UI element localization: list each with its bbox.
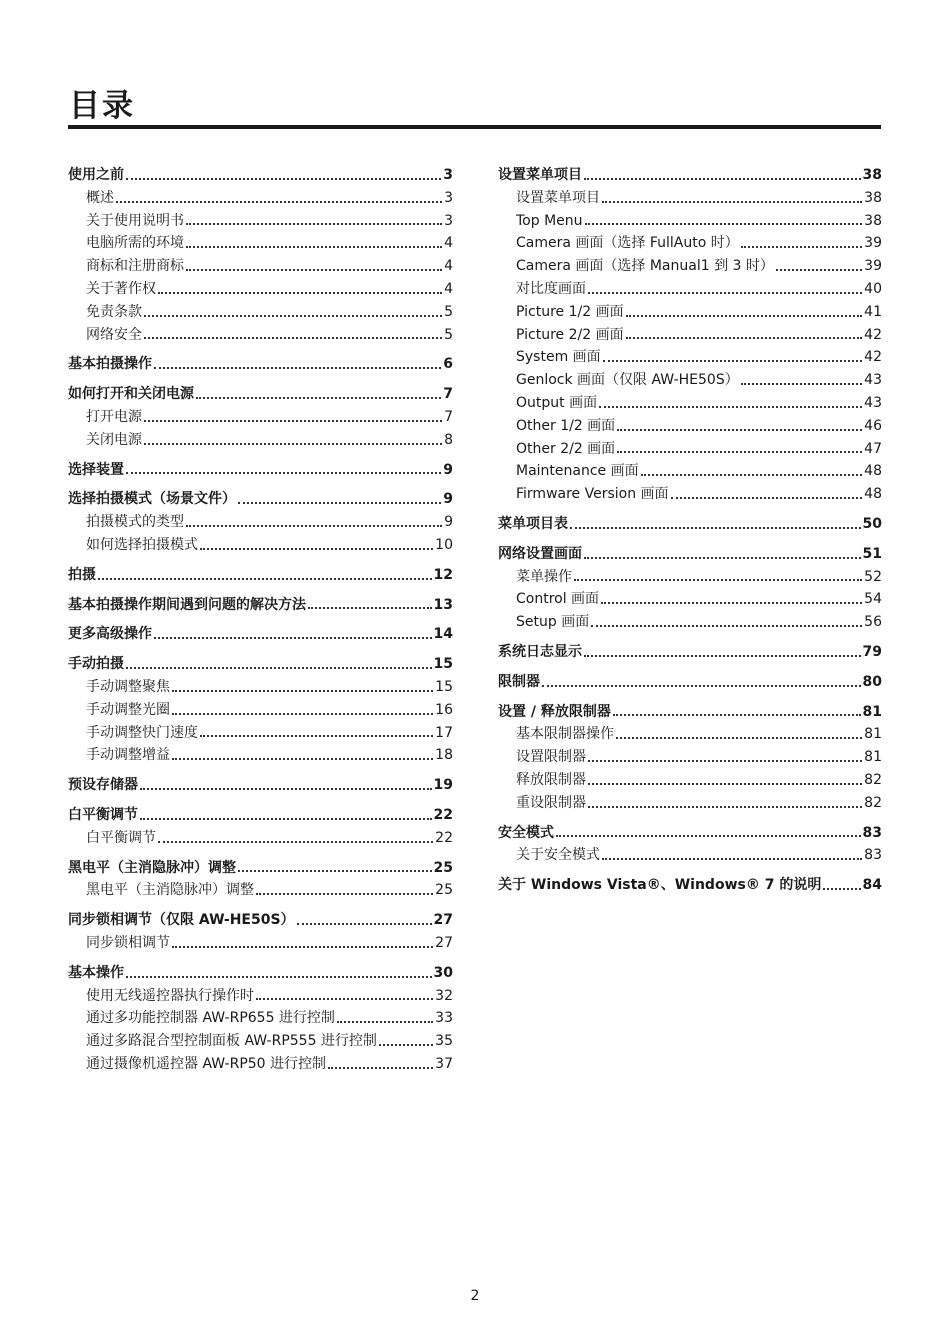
toc-entry-label: Firmware Version 画面 bbox=[516, 486, 669, 503]
toc-entry-main[interactable] bbox=[498, 164, 882, 187]
toc-entry-label: 释放限制器 bbox=[516, 771, 586, 788]
dot-leader bbox=[297, 922, 432, 925]
dot-leader bbox=[144, 314, 442, 317]
toc-entry-label: 设置限制器 bbox=[516, 749, 586, 766]
toc-entry-sub[interactable] bbox=[498, 483, 882, 506]
toc-entry-page: 25 bbox=[433, 859, 453, 876]
toc-entry-sub[interactable] bbox=[498, 723, 882, 746]
dot-leader bbox=[158, 291, 442, 294]
dot-leader bbox=[256, 892, 433, 895]
toc-entry-label: 关于安全模式 bbox=[516, 847, 600, 864]
dot-leader bbox=[626, 336, 863, 339]
dot-leader bbox=[584, 654, 861, 657]
dot-leader bbox=[601, 601, 862, 604]
toc-entry-main[interactable] bbox=[68, 594, 453, 617]
toc-entry-label: 设置菜单项目 bbox=[516, 189, 600, 206]
dot-leader bbox=[116, 200, 442, 203]
toc-entry-page: 4 bbox=[444, 280, 453, 297]
toc-entry-page: 16 bbox=[435, 701, 453, 718]
toc-entry-sub[interactable] bbox=[498, 369, 882, 392]
dot-leader bbox=[588, 805, 862, 808]
toc-entry-page: 82 bbox=[864, 794, 882, 811]
toc-entry-label: 选择装置 bbox=[68, 461, 124, 478]
toc-entry-sub[interactable] bbox=[498, 611, 882, 634]
toc-entry-page: 83 bbox=[862, 824, 882, 841]
toc-entry-main[interactable] bbox=[498, 641, 882, 664]
toc-entry-page: 12 bbox=[433, 566, 453, 583]
toc-entry-label: 手动调整增益 bbox=[86, 747, 170, 764]
toc-entry-label: 限制器 bbox=[498, 673, 540, 690]
toc-entry-label: Camera 画面（选择 Manual1 到 3 时） bbox=[516, 258, 774, 275]
toc-entry-label: Other 1/2 画面 bbox=[516, 417, 616, 434]
toc-entry-sub[interactable] bbox=[68, 534, 453, 557]
toc-entry-page: 84 bbox=[862, 877, 882, 894]
toc-entry-sub[interactable] bbox=[498, 746, 882, 769]
toc-entry-label: 白平衡调节 bbox=[68, 806, 138, 823]
toc-entry-label: 关于著作权 bbox=[86, 280, 156, 297]
toc-entry-label: 免责条款 bbox=[86, 303, 142, 320]
dot-leader bbox=[588, 759, 862, 762]
toc-entry-main[interactable] bbox=[498, 822, 882, 845]
toc-entry-sub[interactable] bbox=[498, 438, 882, 461]
dot-leader bbox=[172, 712, 433, 715]
dot-leader bbox=[172, 689, 433, 692]
dot-leader bbox=[671, 496, 863, 499]
dot-leader bbox=[144, 336, 442, 339]
toc-entry-sub[interactable] bbox=[498, 769, 882, 792]
toc-left-column bbox=[68, 164, 453, 1076]
toc-entry-label: 手动调整快门速度 bbox=[86, 724, 198, 741]
toc-entry-label: 重设限制器 bbox=[516, 794, 586, 811]
toc-entry-label: 预设存储器 bbox=[68, 777, 138, 794]
toc-entry-label: 拍摄模式的类型 bbox=[86, 514, 184, 531]
dot-leader bbox=[602, 200, 862, 203]
toc-entry-label: 网络安全 bbox=[86, 326, 142, 343]
toc-entry-label: Control 画面 bbox=[516, 591, 600, 608]
toc-entry-page: 27 bbox=[433, 912, 453, 929]
toc-entry-page: 52 bbox=[864, 568, 882, 585]
toc-entry-sub[interactable] bbox=[68, 722, 453, 745]
dot-leader bbox=[741, 382, 862, 385]
toc-entry-sub[interactable] bbox=[68, 985, 453, 1008]
toc-entry-label: 使用无线遥控器执行操作时 bbox=[86, 987, 254, 1004]
dot-leader bbox=[603, 359, 863, 362]
toc-entry-page: 48 bbox=[864, 463, 882, 480]
dot-leader bbox=[741, 245, 862, 248]
toc-entry-page: 8 bbox=[444, 431, 453, 448]
toc-entry-main[interactable] bbox=[68, 164, 453, 187]
toc-entry-label: 拍摄 bbox=[68, 566, 96, 583]
toc-entry-sub[interactable] bbox=[498, 460, 882, 483]
toc-entry-label: 打开电源 bbox=[86, 408, 142, 425]
toc-entry-page: 4 bbox=[444, 258, 453, 275]
toc-entry-sub[interactable] bbox=[68, 255, 453, 278]
toc-entry-sub[interactable] bbox=[498, 232, 882, 255]
toc-entry-label: 设置 / 释放限制器 bbox=[498, 703, 611, 720]
dot-leader bbox=[626, 314, 863, 317]
dot-leader bbox=[613, 713, 861, 716]
toc-entry-page: 10 bbox=[435, 536, 453, 553]
toc-entry-page: 3 bbox=[444, 212, 453, 229]
dot-leader bbox=[308, 606, 432, 609]
dot-leader bbox=[186, 245, 442, 248]
toc-entry-main[interactable] bbox=[68, 774, 453, 797]
dot-leader bbox=[337, 1020, 433, 1023]
dot-leader bbox=[144, 419, 442, 422]
page-number: 2 bbox=[470, 1288, 480, 1304]
toc-entry-sub[interactable] bbox=[68, 1007, 453, 1030]
toc-entry-page: 19 bbox=[433, 777, 453, 794]
toc-entry-label: 安全模式 bbox=[498, 824, 554, 841]
toc-entry-sub[interactable] bbox=[498, 255, 882, 278]
dot-leader bbox=[154, 636, 432, 639]
toc-entry-page: 38 bbox=[864, 189, 882, 206]
dot-leader bbox=[542, 684, 861, 687]
toc-entry-sub[interactable] bbox=[68, 744, 453, 767]
toc-entry-page: 40 bbox=[864, 280, 882, 297]
toc-entry-page: 81 bbox=[862, 703, 882, 720]
toc-entry-main[interactable] bbox=[68, 653, 453, 676]
toc-entry-page: 80 bbox=[862, 673, 882, 690]
toc-entry-label: 选择拍摄模式（场景文件） bbox=[68, 491, 236, 508]
toc-entry-sub[interactable] bbox=[68, 324, 453, 347]
toc-entry-page: 22 bbox=[433, 806, 453, 823]
toc-entry-label: 同步锁相调节（仅限 AW-HE50S） bbox=[68, 912, 295, 929]
toc-entry-page: 9 bbox=[444, 514, 453, 531]
toc-entry-page: 56 bbox=[864, 614, 882, 631]
toc-entry-page: 7 bbox=[444, 408, 453, 425]
toc-entry-page: 4 bbox=[444, 235, 453, 252]
toc-entry-page: 33 bbox=[435, 1010, 453, 1027]
toc-entry-page: 6 bbox=[443, 356, 453, 373]
dot-leader bbox=[186, 524, 442, 527]
dot-leader bbox=[584, 556, 861, 559]
dot-leader bbox=[556, 834, 861, 837]
toc-entry-sub[interactable] bbox=[498, 588, 882, 611]
toc-entry-label: 基本限制器操作 bbox=[516, 726, 614, 743]
toc-entry-sub[interactable] bbox=[68, 301, 453, 324]
toc-entry-sub[interactable] bbox=[498, 566, 882, 589]
toc-entry-label: 黑电平（主消隐脉冲）调整 bbox=[68, 859, 236, 876]
toc-entry-main[interactable] bbox=[68, 353, 453, 376]
toc-entry-sub[interactable] bbox=[68, 232, 453, 255]
toc-entry-page: 39 bbox=[864, 258, 882, 275]
toc-entry-sub[interactable] bbox=[68, 699, 453, 722]
toc-entry-label: Camera 画面（选择 FullAuto 时） bbox=[516, 235, 739, 252]
toc-entry-label: 同步锁相调节 bbox=[86, 934, 170, 951]
toc-entry-page: 38 bbox=[862, 167, 882, 183]
toc-entry-page: 47 bbox=[864, 440, 882, 457]
toc-entry-main[interactable] bbox=[68, 857, 453, 880]
dot-leader bbox=[599, 405, 862, 408]
dot-leader bbox=[196, 396, 441, 399]
toc-entry-sub[interactable] bbox=[68, 406, 453, 429]
toc-entry-label: 手动调整光圈 bbox=[86, 701, 170, 718]
toc-entry-sub[interactable] bbox=[68, 429, 453, 452]
dot-leader bbox=[570, 526, 861, 529]
toc-entry-page: 81 bbox=[864, 749, 882, 766]
toc-entry-label: 关于 Windows Vista®、Windows® 7 的说明 bbox=[498, 877, 822, 894]
dot-leader bbox=[154, 366, 441, 369]
toc-entry-page: 48 bbox=[864, 486, 882, 503]
toc-entry-label: Genlock 画面（仅限 AW-HE50S） bbox=[516, 372, 739, 389]
dot-leader bbox=[186, 222, 442, 225]
toc-entry-page: 15 bbox=[433, 656, 453, 673]
dot-leader bbox=[328, 1066, 433, 1069]
toc-entry-page: 82 bbox=[864, 771, 882, 788]
dot-leader bbox=[186, 268, 442, 271]
dot-leader bbox=[172, 757, 433, 760]
toc-entry-label: 通过多路混合型控制面板 AW-RP555 进行控制 bbox=[86, 1033, 377, 1050]
toc-entry-main[interactable] bbox=[68, 383, 453, 406]
dot-leader bbox=[585, 222, 863, 225]
toc-entry-label: Maintenance 画面 bbox=[516, 463, 639, 480]
toc-entry-page: 46 bbox=[864, 417, 882, 434]
toc-entry-page: 32 bbox=[435, 987, 453, 1004]
toc-entry-label: 商标和注册商标 bbox=[86, 258, 184, 275]
toc-entry-sub[interactable] bbox=[498, 187, 882, 210]
toc-entry-label: 基本拍摄操作期间遇到问题的解决方法 bbox=[68, 596, 306, 613]
toc-entry-sub[interactable] bbox=[68, 676, 453, 699]
toc-entry-page: 17 bbox=[435, 724, 453, 741]
toc-entry-label: 概述 bbox=[86, 189, 114, 206]
toc-entry-label: 白平衡调节 bbox=[86, 829, 156, 846]
toc-entry-main[interactable] bbox=[68, 623, 453, 646]
toc-entry-sub[interactable] bbox=[68, 879, 453, 902]
toc-entry-page: 39 bbox=[864, 235, 882, 252]
toc-entry-label: 网络设置画面 bbox=[498, 545, 582, 562]
toc-entry-label: 基本拍摄操作 bbox=[68, 356, 152, 373]
toc-entry-main[interactable] bbox=[68, 488, 453, 511]
page-title: 目录 bbox=[69, 88, 135, 124]
toc-entry-label: 手动调整聚焦 bbox=[86, 678, 170, 695]
toc-entry-sub[interactable] bbox=[498, 324, 882, 347]
toc-entry-label: 关闭电源 bbox=[86, 431, 142, 448]
toc-entry-page: 14 bbox=[433, 626, 453, 643]
toc-entry-page: 41 bbox=[864, 303, 882, 320]
toc-entry-page: 5 bbox=[444, 303, 453, 320]
dot-leader bbox=[617, 428, 862, 431]
toc-entry-label: 关于使用说明书 bbox=[86, 212, 184, 229]
toc-entry-sub[interactable] bbox=[498, 346, 882, 369]
toc-entry-label: 更多高级操作 bbox=[68, 626, 152, 643]
toc-entry-sub[interactable] bbox=[68, 1053, 453, 1076]
toc-entry-sub[interactable] bbox=[68, 210, 453, 233]
dot-leader bbox=[588, 291, 862, 294]
toc-right-column bbox=[498, 164, 882, 897]
dot-leader bbox=[617, 450, 862, 453]
toc-entry-main[interactable] bbox=[68, 804, 453, 827]
toc-entry-label: System 画面 bbox=[516, 349, 601, 366]
dot-leader bbox=[144, 442, 442, 445]
dot-leader bbox=[158, 840, 433, 843]
toc-entry-main[interactable] bbox=[498, 513, 882, 536]
toc-entry-label: 菜单操作 bbox=[516, 568, 572, 585]
toc-entry-sub[interactable] bbox=[498, 792, 882, 815]
dot-leader bbox=[584, 177, 861, 180]
toc-entry-label: 设置菜单项目 bbox=[498, 167, 582, 183]
toc-entry-page: 5 bbox=[444, 326, 453, 343]
toc-entry-sub[interactable] bbox=[498, 844, 882, 867]
toc-entry-page: 9 bbox=[443, 461, 453, 478]
toc-entry-label: 如何选择拍摄模式 bbox=[86, 536, 198, 553]
toc-entry-page: 7 bbox=[443, 386, 453, 403]
dot-leader bbox=[126, 471, 441, 474]
toc-entry-page: 42 bbox=[864, 326, 882, 343]
dot-leader bbox=[256, 997, 433, 1000]
toc-entry-main[interactable] bbox=[498, 671, 882, 694]
toc-entry-sub[interactable] bbox=[68, 827, 453, 850]
dot-leader bbox=[379, 1043, 433, 1046]
toc-entry-page: 54 bbox=[864, 591, 882, 608]
toc-entry-page: 27 bbox=[435, 934, 453, 951]
toc-entry-page: 3 bbox=[443, 167, 453, 183]
toc-entry-sub[interactable] bbox=[68, 511, 453, 534]
toc-entry-page: 43 bbox=[864, 372, 882, 389]
toc-entry-main[interactable] bbox=[68, 962, 453, 985]
toc-entry-label: 手动拍摄 bbox=[68, 656, 124, 673]
toc-entry-label: Picture 1/2 画面 bbox=[516, 303, 624, 320]
toc-entry-page: 43 bbox=[864, 394, 882, 411]
dot-leader bbox=[140, 787, 432, 790]
toc-entry-main[interactable] bbox=[498, 543, 882, 566]
toc-entry-page: 13 bbox=[433, 596, 453, 613]
toc-entry-sub[interactable] bbox=[498, 210, 882, 233]
toc-entry-sub[interactable] bbox=[498, 301, 882, 324]
toc-entry-main[interactable] bbox=[498, 701, 882, 724]
toc-entry-page: 50 bbox=[862, 515, 882, 532]
dot-leader bbox=[776, 268, 862, 271]
toc-entry-label: Picture 2/2 画面 bbox=[516, 326, 624, 343]
dot-leader bbox=[172, 945, 433, 948]
toc-entry-sub[interactable] bbox=[68, 187, 453, 210]
toc-entry-label: 电脑所需的环境 bbox=[86, 235, 184, 252]
toc-entry-label: Output 画面 bbox=[516, 394, 598, 411]
toc-entry-label: 黑电平（主消隐脉冲）调整 bbox=[86, 882, 254, 899]
toc-entry-sub[interactable] bbox=[498, 415, 882, 438]
toc-entry-page: 22 bbox=[435, 829, 453, 846]
toc-entry-main[interactable] bbox=[68, 909, 453, 932]
toc-entry-label: Setup 画面 bbox=[516, 614, 590, 631]
toc-entry-sub[interactable] bbox=[498, 392, 882, 415]
toc-entry-page: 42 bbox=[864, 349, 882, 366]
toc-entry-page: 15 bbox=[435, 678, 453, 695]
toc-entry-page: 83 bbox=[864, 847, 882, 864]
dot-leader bbox=[200, 547, 433, 550]
toc-entry-page: 25 bbox=[435, 882, 453, 899]
dot-leader bbox=[238, 501, 441, 504]
toc-entry-main[interactable] bbox=[498, 874, 882, 897]
toc-entry-label: 系统日志显示 bbox=[498, 643, 582, 660]
toc-entry-label: Top Menu bbox=[516, 212, 583, 229]
dot-leader bbox=[126, 975, 432, 978]
toc-entry-sub[interactable] bbox=[68, 278, 453, 301]
toc-entry-label: 通过摄像机遥控器 AW-RP50 进行控制 bbox=[86, 1055, 327, 1072]
toc-entry-page: 9 bbox=[443, 491, 453, 508]
toc-entry-page: 35 bbox=[435, 1033, 453, 1050]
toc-entry-sub[interactable] bbox=[68, 932, 453, 955]
title-rule bbox=[68, 125, 881, 129]
toc-entry-page: 18 bbox=[435, 747, 453, 764]
toc-entry-main[interactable] bbox=[68, 564, 453, 587]
toc-entry-main[interactable] bbox=[68, 459, 453, 482]
toc-entry-label: 通过多功能控制器 AW-RP655 进行控制 bbox=[86, 1010, 335, 1027]
dot-leader bbox=[238, 869, 432, 872]
toc-entry-label: 如何打开和关闭电源 bbox=[68, 386, 194, 403]
dot-leader bbox=[574, 578, 862, 581]
toc-entry-sub[interactable] bbox=[68, 1030, 453, 1053]
toc-entry-label: Other 2/2 画面 bbox=[516, 440, 616, 457]
toc-entry-page: 38 bbox=[864, 212, 882, 229]
toc-entry-page: 30 bbox=[433, 964, 453, 981]
toc-entry-label: 使用之前 bbox=[68, 167, 124, 183]
dot-leader bbox=[588, 782, 862, 785]
dot-leader bbox=[98, 577, 432, 580]
dot-leader bbox=[641, 473, 863, 476]
toc-entry-page: 3 bbox=[444, 189, 453, 206]
toc-entry-page: 51 bbox=[862, 545, 882, 562]
dot-leader bbox=[140, 817, 432, 820]
dot-leader bbox=[823, 887, 860, 890]
toc-entry-label: 对比度画面 bbox=[516, 280, 586, 297]
toc-entry-label: 基本操作 bbox=[68, 964, 124, 981]
toc-entry-page: 81 bbox=[864, 726, 882, 743]
dot-leader bbox=[602, 857, 862, 860]
toc-entry-sub[interactable] bbox=[498, 278, 882, 301]
toc-entry-page: 37 bbox=[435, 1055, 453, 1072]
toc-entry-label: 菜单项目表 bbox=[498, 515, 568, 532]
dot-leader bbox=[200, 734, 433, 737]
dot-leader bbox=[591, 624, 862, 627]
toc-entry-page: 79 bbox=[862, 643, 882, 660]
dot-leader bbox=[126, 177, 441, 180]
dot-leader bbox=[126, 666, 432, 669]
dot-leader bbox=[616, 736, 862, 739]
